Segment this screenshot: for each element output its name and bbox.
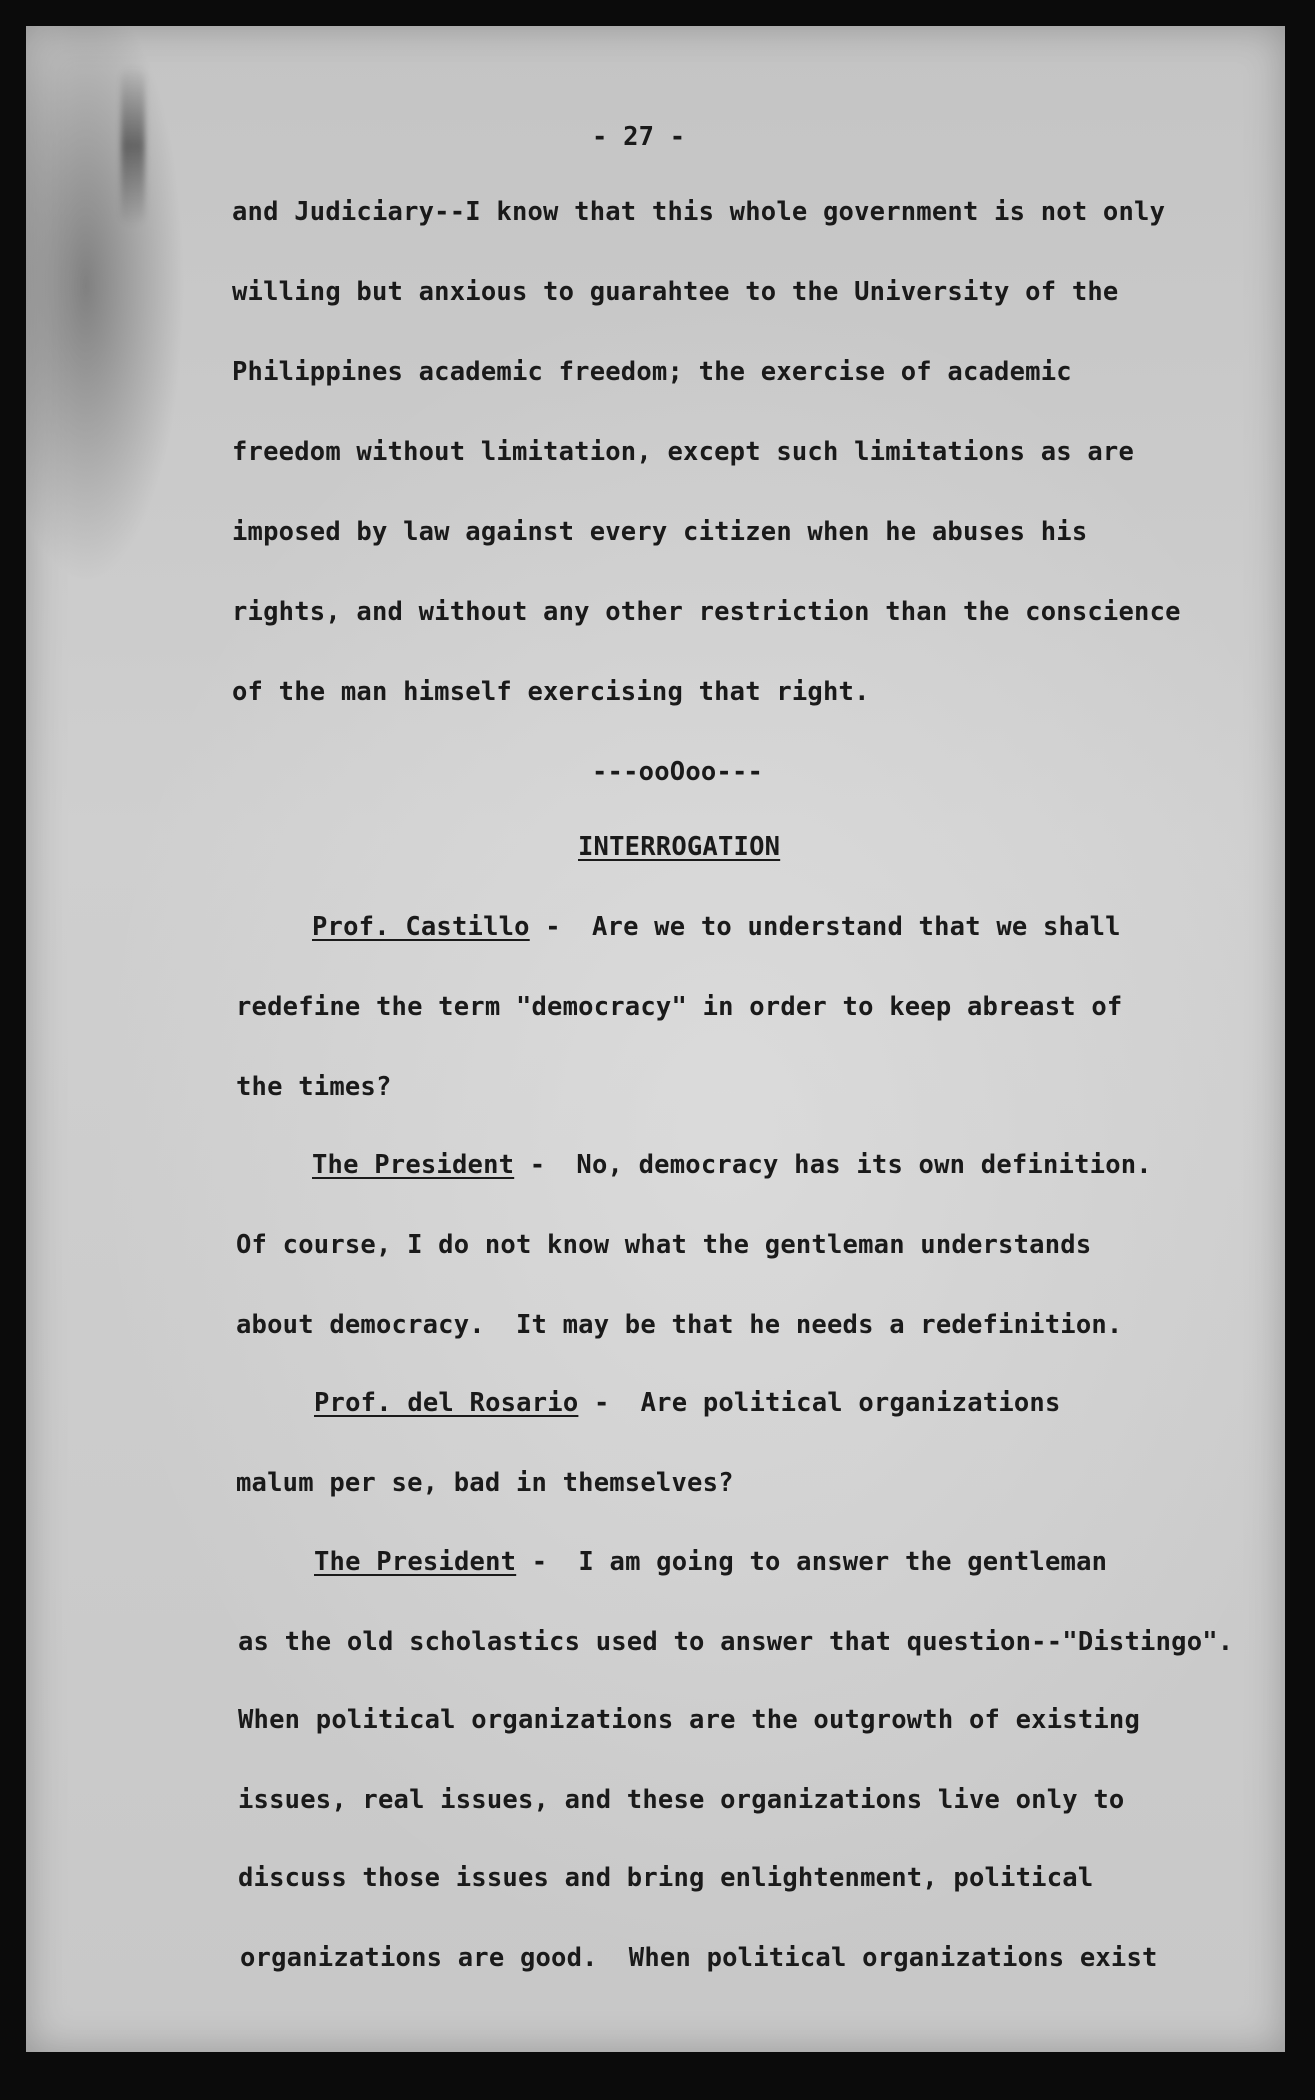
body-line: issues, real issues, and these organizations live only to <box>238 1785 1125 1815</box>
exchange-text: Are we to understand that we shall <box>576 912 1121 942</box>
exchange-text: I am going to answer the gentleman <box>562 1547 1108 1577</box>
speaker-name: The President <box>312 1150 515 1180</box>
speaker-name: Prof. Castillo <box>312 912 530 942</box>
speaker-dash: - <box>516 1547 563 1577</box>
body-line: about democracy. It may be that he needs a redefinition. <box>236 1310 1123 1340</box>
speaker-name: The President <box>314 1547 517 1577</box>
body-line: malum per se, bad in themselves? <box>236 1468 734 1498</box>
body-line: and Judiciary--I know that this whole government is not only <box>232 197 1166 227</box>
speaker-dash: - <box>529 912 577 942</box>
speaker-name: Prof. del Rosario <box>314 1388 579 1418</box>
separator: ---ooOoo--- <box>592 757 764 787</box>
body-line: the times? <box>236 1072 392 1102</box>
body-line: freedom without limitation, except such limitations as are <box>232 437 1135 467</box>
exchange-first-line <box>314 1547 1107 1577</box>
speaker-dash: - <box>514 1150 561 1180</box>
body-line: rights, and without any other restriction than the conscience <box>232 597 1181 627</box>
page-number: - 27 - <box>592 122 686 152</box>
body-line: When political organizations are the outgrowth of existing <box>238 1705 1141 1735</box>
body-line: organizations are good. When political organizations exist <box>240 1943 1158 1973</box>
exchange-text: Are political organizations <box>625 1388 1061 1418</box>
body-line: discuss those issues and bring enlightenment, political <box>238 1863 1094 1893</box>
speaker-dash: - <box>578 1388 626 1418</box>
body-line: of the man himself exercising that right. <box>232 677 870 707</box>
body-line: Philippines academic freedom; the exercise of academic <box>232 357 1072 387</box>
exchange-text: No, democracy has its own definition. <box>560 1150 1152 1180</box>
exchange-first-line <box>312 1150 1152 1180</box>
exchange-first-line <box>312 912 1121 942</box>
body-line: redefine the term "democracy" in order to keep abreast of <box>236 992 1123 1022</box>
body-line: Of course, I do not know what the gentleman understands <box>236 1230 1092 1260</box>
body-line: imposed by law against every citizen when he abuses his <box>232 517 1088 547</box>
body-line: as the old scholastics used to answer that question--"Distingo". <box>238 1627 1234 1657</box>
body-line: willing but anxious to guarahtee to the University of the <box>232 277 1119 307</box>
section-heading: INTERROGATION <box>578 832 781 862</box>
exchange-first-line <box>314 1388 1061 1418</box>
